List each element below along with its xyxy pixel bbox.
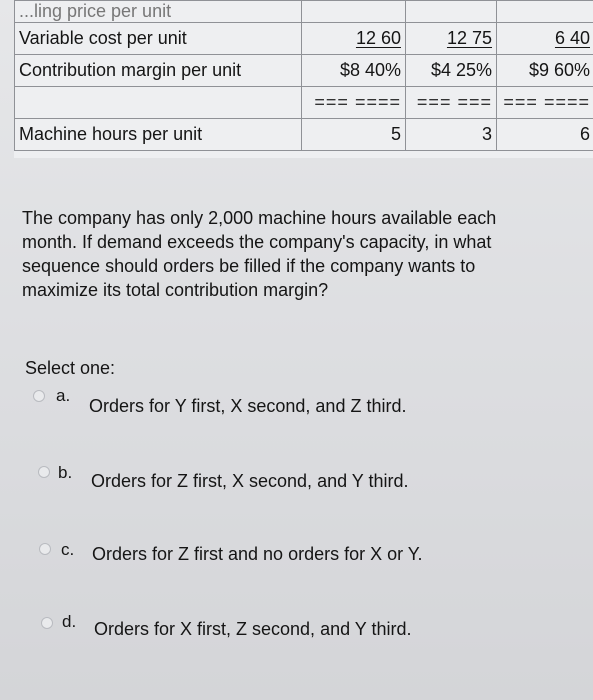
option-text[interactable]: Orders for X first, Z second, and Y third. (94, 619, 412, 639)
cell-x: === ==== (302, 87, 406, 119)
table-row-cut-header (15, 1, 593, 23)
select-one-label: Select one: (25, 358, 116, 378)
cell-y: === === (406, 87, 497, 119)
radio-icon[interactable] (33, 390, 45, 402)
option-letter: b. (58, 463, 73, 482)
cell-x: 5 (302, 119, 406, 151)
cell-y: 3 (406, 119, 497, 151)
radio-icon[interactable] (39, 543, 51, 555)
option-letter: a. (56, 386, 71, 405)
cell-x: $8 40% (302, 55, 406, 87)
table-row (15, 23, 593, 55)
option-text[interactable]: Orders for Z first, X second, and Y third. (91, 471, 409, 491)
option-text[interactable]: Orders for Y first, X second, and Z third. (89, 396, 407, 416)
cell-z: === ==== (497, 87, 593, 119)
cell-z: 6 (497, 119, 593, 151)
cell-z: $9 60% (497, 55, 593, 87)
radio-icon[interactable] (41, 617, 53, 629)
question-text: The company has only 2,000 machine hours available each month. If demand exceeds the company's capacity, in what sequence should orders be filled if the company wants to maximize its total contribution margin? (22, 208, 497, 300)
row-label: Variable cost per unit (15, 23, 302, 55)
cost-table (14, 0, 593, 151)
cell-y: 12 75 (446, 28, 492, 48)
row-label: Machine hours per unit (15, 119, 302, 151)
cell-z: 6 40 (554, 28, 590, 48)
cut-header-label: ...ling price per unit (15, 1, 302, 23)
radio-icon[interactable] (38, 466, 50, 478)
option-letter: c. (61, 540, 75, 559)
table-row (15, 119, 593, 151)
table-row (15, 55, 593, 87)
option-text[interactable]: Orders for Z first and no orders for X or Y. (92, 544, 423, 564)
table-row-double-underline (15, 87, 593, 119)
cell-x: 12 60 (355, 28, 401, 48)
option-letter: d. (62, 612, 77, 631)
cell-y: $4 25% (406, 55, 497, 87)
row-label (15, 87, 302, 119)
row-label: Contribution margin per unit (15, 55, 302, 87)
cost-table-container (14, 0, 593, 158)
